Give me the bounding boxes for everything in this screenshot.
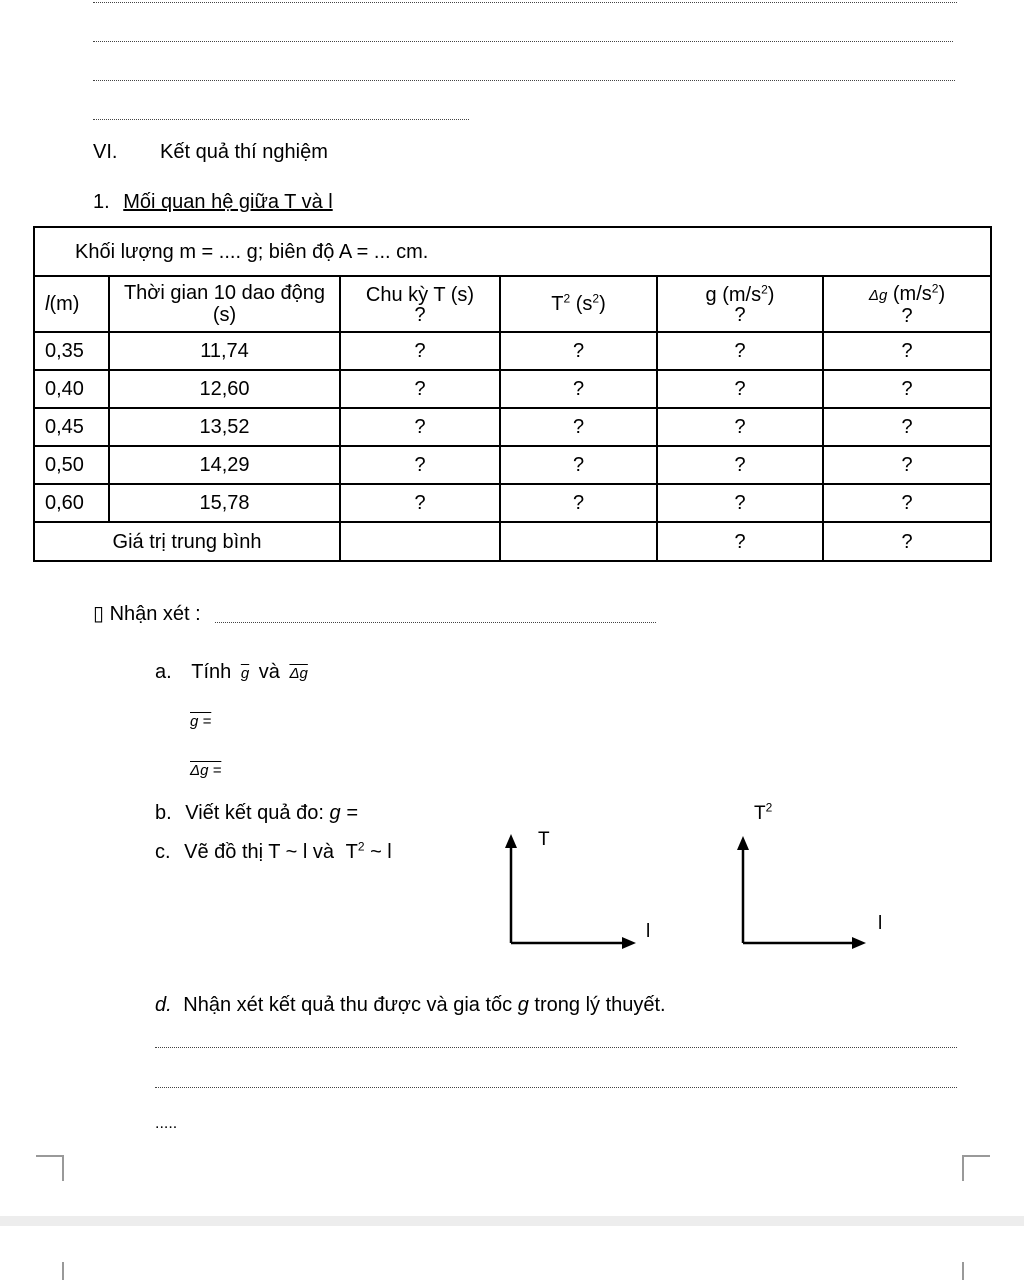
cell-length: 0,40 [34, 370, 109, 408]
table-row [34, 484, 991, 522]
subsection-heading [93, 190, 333, 214]
header-length: l(m) [34, 276, 109, 332]
table-row [34, 446, 991, 484]
average-t-squared [500, 522, 657, 561]
header-delta-g: Δg $(m/s^2)$ ? [823, 276, 991, 332]
table-caption: Khối lượng m = .... g; biên độ A = ... cm. [34, 227, 991, 276]
answer-line [93, 80, 955, 81]
answer-line [93, 119, 469, 120]
cell-t-squared: ? [500, 370, 657, 408]
graph2-x-label: l [878, 913, 883, 934]
page-corner-mark [962, 1155, 990, 1181]
y-axis-arrow [737, 836, 749, 850]
answer-line [155, 1087, 957, 1088]
graph2-y-label: $T^2$ [754, 800, 773, 824]
cell-time: 14,29 [109, 446, 340, 484]
average-g: ? [657, 522, 823, 561]
page-break [0, 1216, 1024, 1226]
cell-length: 0,50 [34, 446, 109, 484]
cell-period: ? [340, 446, 500, 484]
g-mean-equation: g = [190, 713, 212, 730]
cell-t-squared: ? [500, 484, 657, 522]
table-average-row [34, 522, 991, 561]
table-caption-row [34, 227, 991, 276]
cell-delta-g: ? [823, 446, 991, 484]
item-c: c. Vẽ đồ thị T ~ l và $T^2$ ~ l [155, 839, 392, 863]
table-header-row [34, 276, 991, 332]
subsection-number: 1. [93, 191, 110, 213]
cell-delta-g: ? [823, 370, 991, 408]
answer-line [93, 41, 953, 42]
graph-t-vs-l [500, 828, 650, 958]
remark-label: ▯ Nhận xét : [93, 603, 201, 625]
results-table [33, 226, 992, 562]
cell-delta-g: ? [823, 332, 991, 370]
delta-g-mean-symbol: $\overline{\Delta g}$ [289, 665, 308, 682]
graph1-y-label: T [538, 829, 550, 850]
cell-g: ? [657, 332, 823, 370]
header-period: Chu kỳ T (s) ? [340, 276, 500, 332]
cell-t-squared: ? [500, 446, 657, 484]
cell-length: 0,35 [34, 332, 109, 370]
item-b: b. Viết kết quả đo: g = [155, 802, 358, 824]
page-corner-mark [36, 1155, 64, 1181]
average-period [340, 522, 500, 561]
cell-length: 0,60 [34, 484, 109, 522]
header-time: Thời gian 10 dao động (s) [109, 276, 340, 332]
cell-time: 12,60 [109, 370, 340, 408]
x-axis-arrow [852, 937, 866, 949]
cell-delta-g: ? [823, 484, 991, 522]
cell-delta-g: ? [823, 408, 991, 446]
delta-g-mean-equation: Δg = [190, 762, 222, 779]
page-corner-mark [962, 1262, 964, 1280]
cell-t-squared: ? [500, 332, 657, 370]
table-row [34, 408, 991, 446]
answer-line [215, 622, 656, 623]
cell-g: ? [657, 446, 823, 484]
trailing-dots: ..... [155, 1115, 178, 1132]
cell-g: ? [657, 370, 823, 408]
graph-t-squared-vs-l [732, 828, 882, 958]
header-t-squared: $T^2$ $(s^2)$ [500, 276, 657, 332]
cell-time: 13,52 [109, 408, 340, 446]
section-heading [93, 140, 328, 164]
subsection-title: Mối quan hệ giữa T và l [123, 191, 333, 213]
cell-time: 11,74 [109, 332, 340, 370]
item-d: d. Nhận xét kết quả thu được và gia tốc g trong lý thuyết. [155, 994, 666, 1016]
cell-t-squared: ? [500, 408, 657, 446]
table-row [34, 332, 991, 370]
average-delta-g: ? [823, 522, 991, 561]
section-number: VI. [93, 141, 118, 163]
cell-time: 15,78 [109, 484, 340, 522]
page-corner-mark [62, 1262, 64, 1280]
item-a: a. Tính $\overline{g}$ và $\overline{\Delta g}$ [155, 661, 308, 683]
average-label: Giá trị trung bình [34, 522, 340, 561]
cell-period: ? [340, 370, 500, 408]
answer-line [93, 2, 957, 3]
answer-line [155, 1047, 957, 1048]
cell-period: ? [340, 408, 500, 446]
g-mean-symbol: $\overline{g}$ [240, 665, 250, 682]
cell-g: ? [657, 484, 823, 522]
graph1-x-label: l [646, 921, 651, 942]
cell-period: ? [340, 484, 500, 522]
header-g: g $(m/s^2)$ ? [657, 276, 823, 332]
table-row [34, 370, 991, 408]
cell-g: ? [657, 408, 823, 446]
section-title: Kết quả thí nghiệm [160, 141, 328, 163]
x-axis-arrow [622, 937, 636, 949]
cell-period: ? [340, 332, 500, 370]
y-axis-arrow [505, 834, 517, 848]
cell-length: 0,45 [34, 408, 109, 446]
